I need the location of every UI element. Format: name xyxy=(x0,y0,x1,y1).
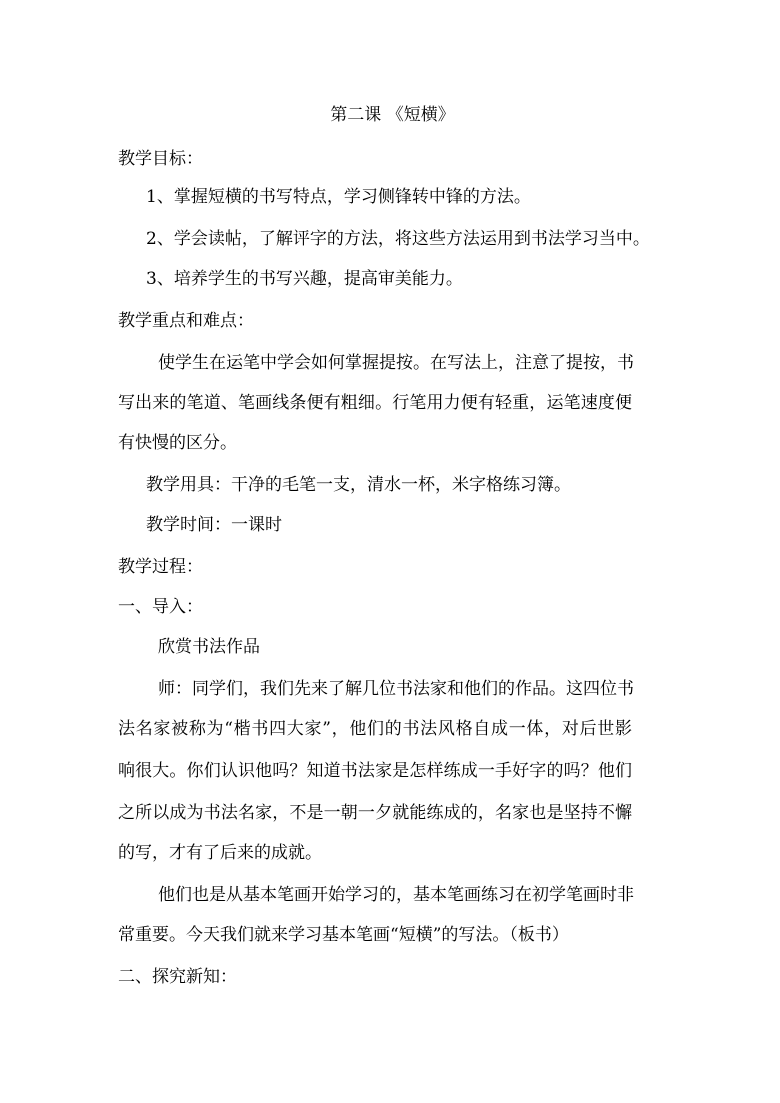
section1-heading: 一、导入： xyxy=(118,597,203,617)
teacher-line: 法名家被称为“楷书四大家”，他们的书法风格自成一体，对后世影 xyxy=(118,719,632,739)
teacher-line: 响很大。你们认识他吗？知道书法家是怎样练成一手好字的吗？他们 xyxy=(118,761,632,781)
process-heading: 教学过程： xyxy=(118,557,203,577)
teacher-line: 师：同学们，我们先来了解几位书法家和他们的作品。这四位书 xyxy=(158,679,634,699)
teacher-line: 的写，才有了后来的成就。 xyxy=(118,843,322,863)
section2-heading: 二、探究新知： xyxy=(118,967,237,987)
objectives-heading: 教学目标： xyxy=(118,149,203,169)
teaching-time: 教学时间：一课时 xyxy=(146,515,282,535)
basic-line: 他们也是从基本笔画开始学习的，基本笔画练习在初学笔画时非 xyxy=(158,885,634,905)
lesson-title: 第二课 《短横》 xyxy=(330,105,455,125)
key-points-heading: 教学重点和难点： xyxy=(118,311,254,331)
key-points-line: 有快慢的区分。 xyxy=(118,433,237,453)
teaching-tools: 教学用具：干净的毛笔一支，清水一杯，米字格练习簿。 xyxy=(146,475,571,495)
objective-item: 1、掌握短横的书写特点，学习侧锋转中锋的方法。 xyxy=(146,187,531,207)
teacher-line: 之所以成为书法名家，不是一朝一夕就能练成的，名家也是坚持不懈 xyxy=(118,803,632,823)
key-points-line: 写出来的笔道、笔画线条便有粗细。行笔用力便有轻重，运笔速度便 xyxy=(118,393,632,413)
key-points-line: 使学生在运笔中学会如何掌握提按。在写法上，注意了提按，书 xyxy=(158,353,634,373)
objective-item: 3、培养学生的书写兴趣，提高审美能力。 xyxy=(146,269,463,289)
objective-item: 2、学会读帖，了解评字的方法，将这些方法运用到书法学习当中。 xyxy=(146,229,650,249)
section1-subheading: 欣赏书法作品 xyxy=(158,637,260,657)
basic-line: 常重要。今天我们就来学习基本笔画“短横”的写法。（板书） xyxy=(118,925,569,945)
